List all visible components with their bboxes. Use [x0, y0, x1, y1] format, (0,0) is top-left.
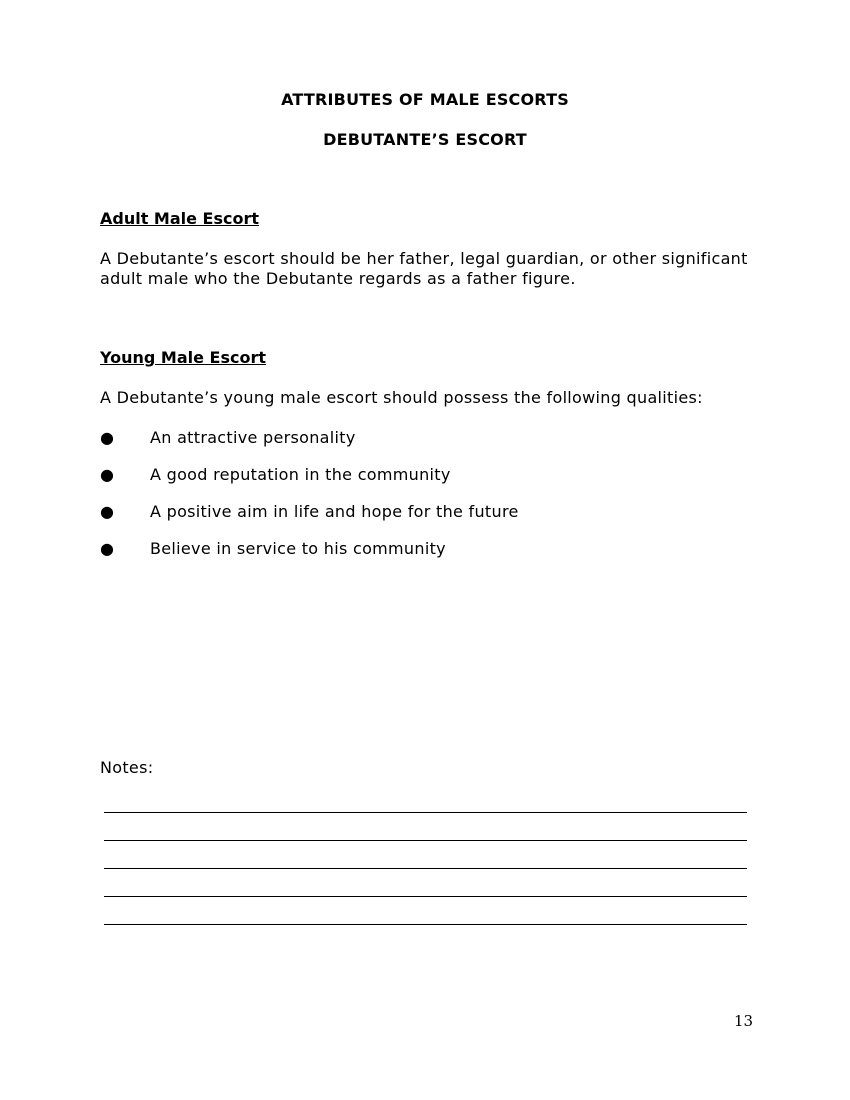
adult-escort-heading: Adult Male Escort [100, 209, 260, 228]
bullet-icon: ● [100, 465, 115, 484]
list-item-text: An attractive personality [150, 428, 356, 447]
note-line [104, 868, 747, 869]
list-item-text: A good reputation in the community [150, 465, 451, 484]
bullet-icon: ● [100, 539, 115, 558]
note-line [104, 840, 747, 841]
note-line [104, 812, 747, 813]
bullet-icon: ● [100, 428, 115, 447]
notes-label: Notes: [100, 758, 154, 777]
young-escort-intro: A Debutante’s young male escort should possess the following qualities: [100, 388, 703, 407]
bullet-icon: ● [100, 502, 115, 521]
adult-escort-paragraph: A Debutante’s escort should be her father, legal guardian, or other significant adult male who the Debutante regards as a father figure. [100, 249, 748, 288]
note-line [104, 896, 747, 897]
list-item-text: Believe in service to his community [150, 539, 446, 558]
page-subtitle: DEBUTANTE’S ESCORT [323, 130, 527, 149]
page-number: 13 [734, 1012, 754, 1030]
young-escort-heading: Young Male Escort [100, 348, 267, 367]
note-line [104, 924, 747, 925]
page-title: ATTRIBUTES OF MALE ESCORTS [281, 90, 569, 109]
list-item-text: A positive aim in life and hope for the future [150, 502, 519, 521]
